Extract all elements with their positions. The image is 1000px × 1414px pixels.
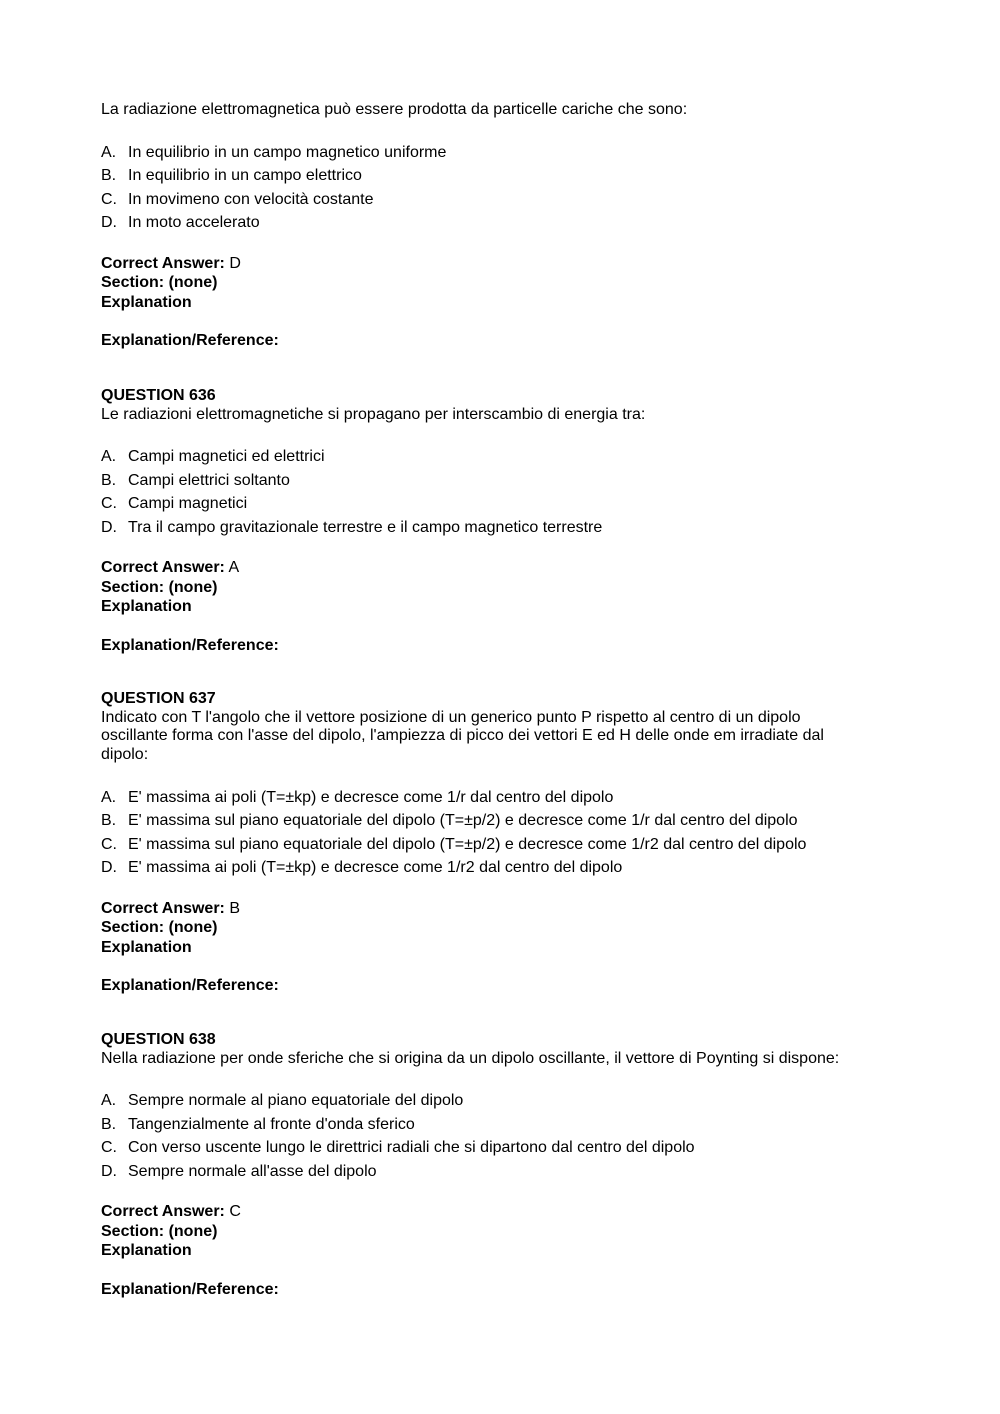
question-block (101, 387, 901, 655)
answer-meta (101, 1202, 901, 1261)
explanation-label: Explanation (101, 1242, 192, 1260)
option-text: Tra il campo gravitazionale terrestre e il campo magnetico terrestre (128, 518, 603, 536)
option-b (101, 469, 901, 493)
option-c (101, 188, 901, 212)
option-letter: C. (101, 190, 117, 208)
question-stem: Indicato con T l'angolo che il vettore posizione di un generico punto P rispetto al centro di un dipolo oscillante forma con l'asse del dipolo, l'ampiezza di picco dei vettori E ed H delle onde em irradiate dal dipolo: (101, 708, 824, 764)
explanation-label: Explanation (101, 293, 192, 311)
option-c (101, 833, 901, 857)
option-text: Tangenzialmente al fronte d'onda sferico (128, 1115, 415, 1133)
correct-answer-value: C (229, 1203, 241, 1221)
option-text: E' massima ai poli (T=±kp) e decresce come 1/r2 dal centro del dipolo (128, 859, 623, 877)
question-title: QUESTION 637 (101, 690, 216, 707)
option-a (101, 445, 901, 469)
option-letter: B. (101, 167, 117, 185)
explanation-reference-label: Explanation/Reference: (101, 1280, 279, 1298)
question-title: QUESTION 638 (101, 1031, 216, 1048)
option-text: In equilibrio in un campo magnetico uniforme (128, 143, 447, 161)
answer-meta (101, 899, 901, 958)
option-list (101, 786, 901, 880)
option-text: E' massima sul piano equatoriale del dipolo (T=±p/2) e decresce come 1/r2 dal centro del dipolo (128, 835, 807, 853)
option-text: Campi magnetici (128, 495, 248, 513)
answer-meta (101, 254, 901, 313)
option-c (101, 492, 901, 516)
option-b (101, 809, 901, 833)
correct-answer-value: B (229, 899, 241, 917)
question-stem: Le radiazioni elettromagnetiche si propagano per interscambio di energia tra: (101, 405, 646, 423)
option-text: In equilibrio in un campo elettrico (128, 167, 362, 185)
option-d (101, 856, 901, 880)
section-label: Section: (none) (101, 578, 218, 596)
option-text: Campi elettrici soltanto (128, 471, 290, 489)
correct-answer-label: Correct Answer: (101, 254, 225, 272)
option-letter: D. (101, 859, 117, 877)
question-stem: Nella radiazione per onde sferiche che si origina da un dipolo oscillante, il vettore di Poynting si dispone: (101, 1049, 840, 1067)
option-letter: B. (101, 471, 117, 489)
explanation-label: Explanation (101, 938, 192, 956)
option-letter: D. (101, 1162, 117, 1180)
option-text: In movimeno con velocità costante (128, 190, 374, 208)
option-d (101, 211, 901, 235)
question-stem: La radiazione elettromagnetica può essere prodotta da particelle cariche che sono: (101, 101, 688, 118)
correct-answer-label: Correct Answer: (101, 559, 225, 577)
option-letter: C. (101, 495, 117, 513)
option-b (101, 1113, 901, 1137)
option-letter: C. (101, 835, 117, 853)
question-title: QUESTION 636 (101, 387, 216, 404)
correct-answer-value: D (229, 254, 241, 272)
option-letter: C. (101, 1139, 117, 1157)
option-letter: A. (101, 143, 117, 161)
option-letter: D. (101, 518, 117, 536)
section-label: Section: (none) (101, 1222, 218, 1240)
explanation-reference-label: Explanation/Reference: (101, 332, 279, 350)
option-d (101, 516, 901, 540)
option-text: Campi magnetici ed elettrici (128, 448, 325, 466)
option-text: E' massima sul piano equatoriale del dipolo (T=±p/2) e decresce come 1/r dal centro del dipolo (128, 812, 798, 830)
option-c (101, 1136, 901, 1160)
option-list (101, 445, 901, 539)
explanation-reference-label: Explanation/Reference: (101, 977, 279, 995)
option-d (101, 1160, 901, 1184)
option-text: Sempre normale all'asse del dipolo (128, 1162, 377, 1180)
correct-answer-value: A (228, 559, 240, 577)
option-a (101, 1089, 901, 1113)
explanation-reference-label: Explanation/Reference: (101, 636, 279, 654)
option-list (101, 1089, 901, 1183)
correct-answer (101, 1202, 901, 1222)
option-text: Sempre normale al piano equatoriale del dipolo (128, 1092, 464, 1110)
option-letter: D. (101, 214, 117, 232)
correct-answer (101, 899, 901, 919)
option-a (101, 141, 901, 165)
section-label: Section: (none) (101, 274, 218, 292)
option-letter: A. (101, 448, 117, 466)
option-letter: B. (101, 812, 117, 830)
question-block (101, 101, 901, 351)
section-label: Section: (none) (101, 919, 218, 937)
option-letter: A. (101, 1092, 117, 1110)
correct-answer (101, 558, 901, 578)
option-text: In moto accelerato (128, 214, 260, 232)
correct-answer-label: Correct Answer: (101, 1203, 225, 1221)
answer-meta (101, 558, 901, 617)
correct-answer-label: Correct Answer: (101, 899, 225, 917)
option-letter: B. (101, 1115, 117, 1133)
option-text: Con verso uscente lungo le direttrici radiali che si dipartono dal centro del dipolo (128, 1139, 695, 1157)
option-letter: A. (101, 788, 117, 806)
explanation-label: Explanation (101, 598, 192, 616)
option-b (101, 164, 901, 188)
correct-answer (101, 254, 901, 274)
option-text: E' massima ai poli (T=±kp) e decresce come 1/r dal centro del dipolo (128, 788, 614, 806)
question-block (101, 1031, 901, 1299)
option-list (101, 141, 901, 235)
option-a (101, 786, 901, 810)
question-block (101, 690, 901, 996)
